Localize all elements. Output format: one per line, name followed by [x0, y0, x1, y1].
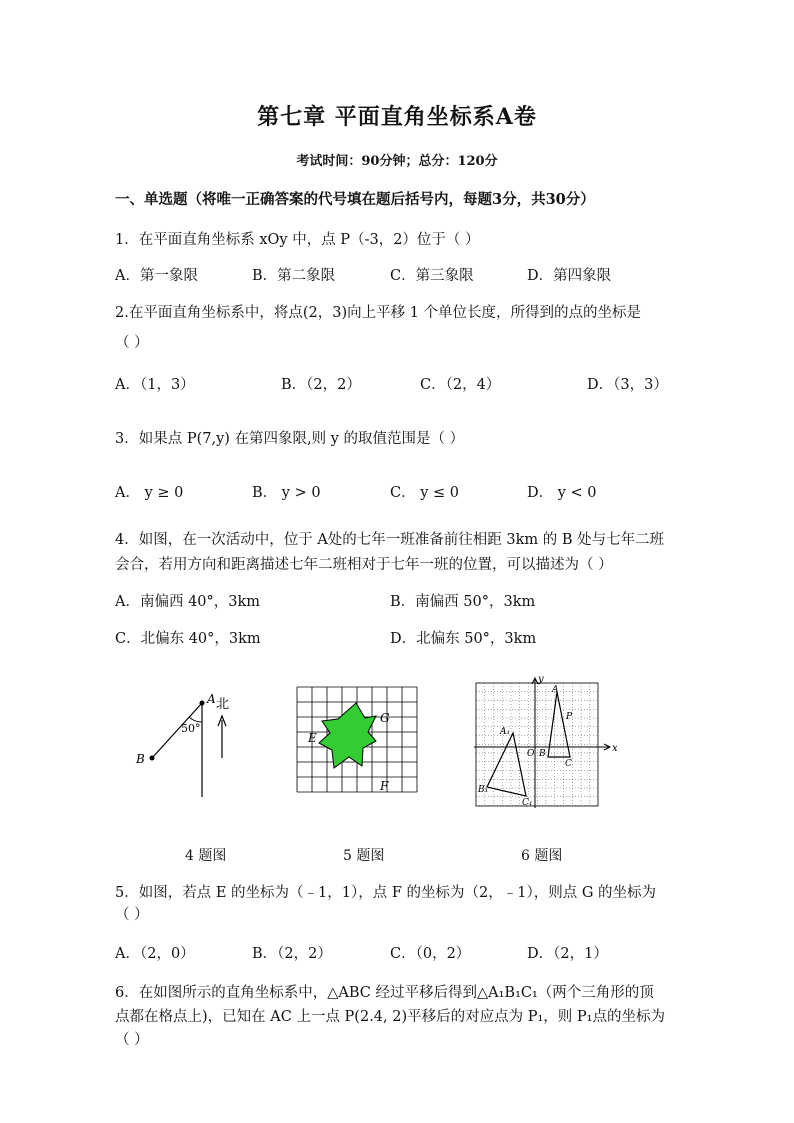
section-heading: 一、单选题（将唯一正确答案的代号填在题后括号内，每题3分，共30分）: [115, 191, 595, 208]
figure-6-caption: 6 题图: [521, 848, 563, 864]
point-b: [150, 756, 155, 761]
figure-5-caption: 5 题图: [343, 848, 385, 864]
q1-option-b: B．第二象限: [252, 268, 336, 284]
question-6-line2: 点都在格点上)，已知在 AC 上一点 P(2.4, 2)平移后的对应点为 P₁，则 P₁点的坐标为: [115, 1009, 665, 1025]
question-6-line3: （ ）: [115, 1032, 149, 1048]
figure-4-caption: 4 题图: [185, 848, 227, 864]
dotted-grid: [476, 683, 598, 806]
point-a: [200, 701, 205, 706]
q1-option-d: D．第四象限: [527, 268, 612, 284]
q2-option-d: D．（3，3）: [587, 377, 668, 393]
q5-option-d: D．（2，1）: [527, 946, 608, 962]
question-4-line2: 会合，若用方向和距离描述七年二班相对于七年一班的位置，可以描述为（ ）: [115, 557, 613, 573]
q4-option-c: C．北偏东 40°，3km: [115, 631, 261, 647]
question-1: 1．在平面直角坐标系 xOy 中，点 P（-3，2）位于（ ）: [115, 232, 480, 248]
question-6-line1: 6．在如图所示的直角坐标系中，△ABC 经过平移后得到△A₁B₁C₁（两个三角形的顶: [115, 985, 654, 1001]
label-y: y: [538, 674, 544, 685]
q4-option-a: A．南偏西 40°，3km: [115, 594, 261, 610]
label-p: P: [566, 712, 573, 722]
label-f: F: [380, 779, 389, 793]
exam-info: 考试时间：90分钟；总分：120分: [296, 154, 498, 169]
q1-option-c: C．第三象限: [390, 268, 474, 284]
label-c1: C₁: [522, 798, 533, 808]
label-a1: A₁: [500, 727, 511, 737]
q4-option-b: B．南偏西 50°，3km: [390, 594, 536, 610]
label-b1: B₁: [478, 785, 489, 795]
question-2-line2: （ ）: [115, 335, 149, 351]
question-2-line1: 2.在平面直角坐标系中，将点(2，3)向上平移 1 个单位长度，所得到的点的坐标是: [115, 305, 642, 321]
label-o: O: [527, 749, 535, 759]
label-angle: 50°: [181, 722, 201, 735]
q3-option-a: A． y ≥ 0: [115, 485, 184, 501]
q3-option-d: D． y < 0: [527, 485, 597, 501]
label-b: B: [539, 749, 546, 759]
q3-option-b: B． y > 0: [252, 485, 321, 501]
q2-option-a: A．（1，3）: [115, 377, 195, 393]
label-x: x: [612, 743, 618, 754]
label-c: C: [565, 759, 572, 769]
label-b: B: [136, 752, 145, 766]
q2-option-c: C．（2，4）: [420, 377, 501, 393]
q5-option-c: C．（0，2）: [390, 946, 471, 962]
question-5-line2: （ ）: [115, 907, 149, 923]
q1-option-a: A．第一象限: [115, 268, 198, 284]
question-5-line1: 5．如图，若点 E 的坐标为（﹣1，1），点 F 的坐标为（2，﹣1），则点 G 的坐标为: [115, 885, 657, 901]
label-north: 北: [216, 697, 230, 712]
figures-row: [0, 670, 794, 820]
triangle-a1b1c1: [487, 733, 526, 796]
q5-option-a: A．（2，0）: [115, 946, 195, 962]
label-a: A: [552, 685, 559, 695]
question-4-line1: 4．如图，在一次活动中，位于 A处的七年一班准备前往相距 3km 的 B 处与七年二班: [115, 532, 665, 548]
leaf-shape: [319, 703, 376, 768]
question-3: 3．如果点 P(7,y) 在第四象限,则 y 的取值范围是（ ）: [115, 431, 465, 447]
q2-option-b: B．（2，2）: [281, 377, 361, 393]
figure-6: [474, 674, 618, 808]
q5-option-b: B．（2，2）: [252, 946, 332, 962]
label-e: E: [308, 731, 317, 745]
page-title: 第七章 平面直角坐标系A卷: [257, 104, 537, 130]
figure-4: [135, 692, 229, 797]
label-g: G: [380, 711, 390, 725]
label-a: A: [207, 692, 216, 706]
q3-option-c: C． y ≤ 0: [390, 485, 459, 501]
figure-5: [297, 687, 417, 793]
q4-option-d: D．北偏东 50°，3km: [390, 631, 537, 647]
